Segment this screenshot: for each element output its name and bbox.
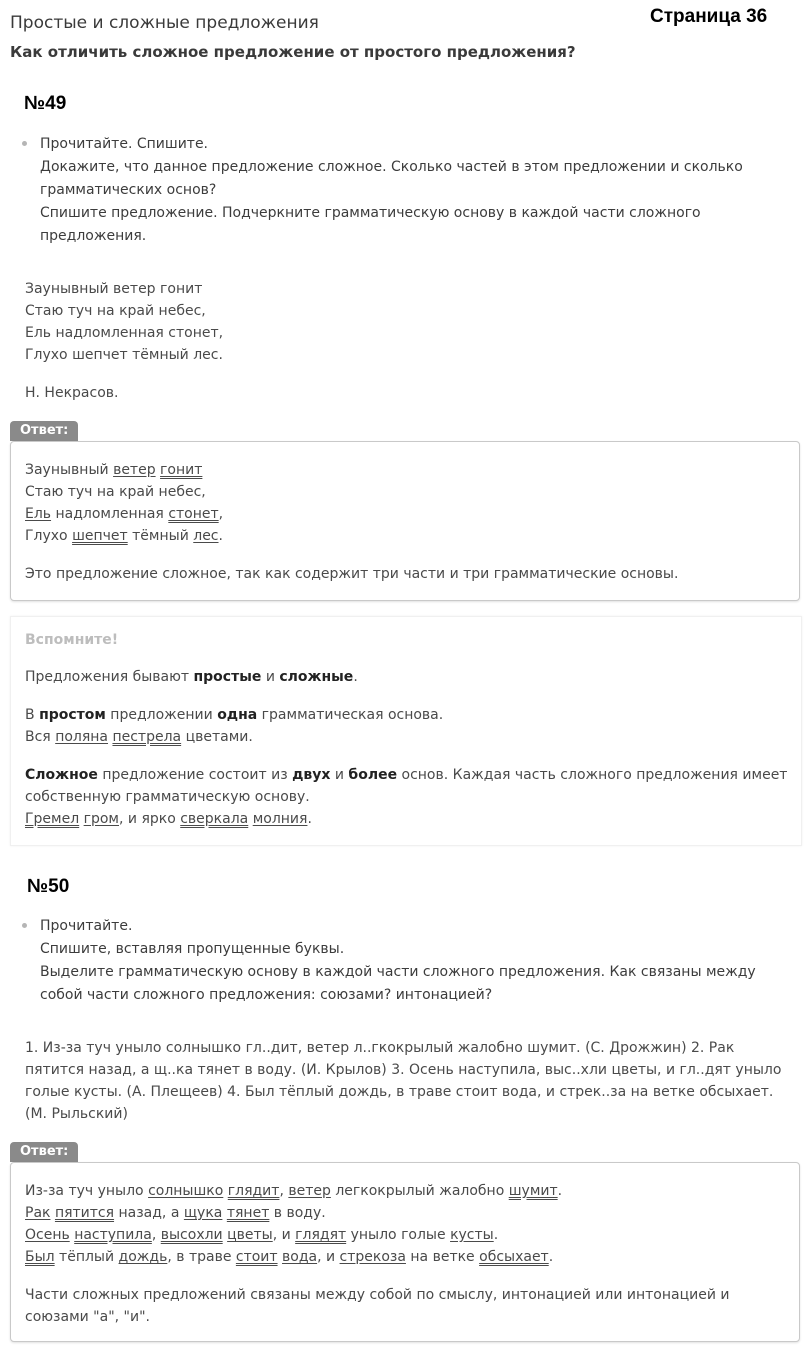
answer-49-lines bbox=[25, 459, 223, 547]
predicate-word: стоит bbox=[235, 1249, 278, 1265]
bold-term: более bbox=[348, 767, 398, 783]
predicate-word: пятится bbox=[54, 1205, 115, 1221]
text-segment: предложении bbox=[105, 707, 218, 723]
text-segment: Предложения бывают bbox=[25, 669, 194, 685]
instruction-line: собой части сложного предложения: союзами? интонацией? bbox=[40, 987, 493, 1003]
subject-word: солнышко bbox=[148, 1183, 224, 1199]
remind-paragraph bbox=[25, 666, 358, 688]
text-segment: основ. Каждая часть сложного предложения имеет bbox=[397, 767, 788, 783]
text-segment: , и bbox=[272, 1227, 296, 1243]
text-segment: . bbox=[548, 1249, 554, 1265]
text-segment: предложение состоит из bbox=[97, 767, 293, 783]
subject-word: кусты bbox=[450, 1227, 494, 1243]
instruction-line: Прочитайте. bbox=[40, 918, 133, 934]
page-question: Как отличить сложное предложение от простого предложения? bbox=[10, 43, 576, 61]
answer-tab: Ответ: bbox=[10, 421, 78, 441]
subject-word: стрекоза bbox=[339, 1249, 406, 1265]
exercise-line: голые кусты. (А. Плещеев) 4. Был тёплый дождь, в траве стоит вода, и стрек..за на ветке обсыхает. bbox=[25, 1084, 774, 1100]
task-49-poem bbox=[25, 278, 223, 366]
remind-paragraph bbox=[25, 704, 443, 748]
task-50-instructions bbox=[40, 915, 756, 1007]
text-segment: собственную грамматическую основу. bbox=[25, 789, 310, 805]
task-50-exercise bbox=[25, 1037, 781, 1125]
text-segment: . bbox=[218, 528, 223, 544]
text-segment: , в траве bbox=[167, 1249, 236, 1265]
text-segment: , и ярко bbox=[119, 811, 181, 827]
subject-word: щука bbox=[183, 1205, 223, 1221]
bold-term: простые bbox=[193, 669, 262, 685]
text-segment: , bbox=[151, 1227, 161, 1243]
answer-line bbox=[25, 503, 223, 525]
answer-50-note bbox=[25, 1284, 729, 1328]
predicate-word: обсыхает bbox=[479, 1249, 549, 1265]
bold-term: Сложное bbox=[25, 767, 98, 783]
answer-line bbox=[25, 1202, 562, 1224]
subject-word: гром bbox=[83, 811, 119, 827]
answer-line bbox=[25, 481, 223, 503]
subject-word: Осень bbox=[25, 1227, 70, 1243]
text-segment: надломленная bbox=[51, 506, 169, 522]
predicate-word: шепчет bbox=[72, 528, 128, 544]
instruction-line: Спишите, вставляя пропущенные буквы. bbox=[40, 941, 345, 957]
answer-50-lines bbox=[25, 1180, 562, 1268]
page-title: Простые и сложные предложения bbox=[10, 13, 319, 33]
subject-word: вода bbox=[282, 1249, 318, 1265]
subject-word: ветер bbox=[288, 1183, 331, 1199]
subject-word: Рак bbox=[25, 1205, 51, 1221]
note-line: Части сложных предложений связаны между собой по смыслу, интонацией или интонацией и bbox=[25, 1287, 730, 1303]
exercise-line: пятится назад, а щ..ка тянет в воду. (И. Крылов) 3. Осень наступила, выс..хли цветы, и гл..дят уныло bbox=[25, 1062, 782, 1078]
text-segment: Глухо bbox=[25, 528, 73, 544]
answer-tab: Ответ: bbox=[10, 1142, 78, 1162]
bullet-icon bbox=[22, 923, 27, 928]
answer-line bbox=[25, 1180, 562, 1202]
page-number: Страница 36 bbox=[650, 6, 768, 27]
text-segment: на ветке bbox=[405, 1249, 480, 1265]
instruction-line: Прочитайте. Спишите. bbox=[40, 136, 209, 152]
subject-word: молния bbox=[252, 811, 308, 827]
remind-line bbox=[25, 704, 443, 726]
bold-term: одна bbox=[217, 707, 258, 723]
text-segment: В bbox=[25, 707, 40, 723]
exercise-line: 1. Из-за туч уныло солнышко гл..дит, ветер л..гкокрылый жалобно шумит. (С. Дрожжин) 2. Рак bbox=[25, 1040, 735, 1056]
text-segment: . bbox=[353, 669, 358, 685]
predicate-word: шумит bbox=[508, 1183, 558, 1199]
text-segment: цветами. bbox=[181, 729, 253, 745]
poem-line: Стаю туч на край небес, bbox=[25, 303, 206, 319]
text-segment: легкокрылый жалобно bbox=[330, 1183, 509, 1199]
text-segment: . bbox=[493, 1227, 499, 1243]
remind-example bbox=[25, 726, 443, 748]
text-segment: , bbox=[218, 506, 224, 522]
text-segment: Заунывный bbox=[25, 462, 114, 478]
text-segment: . bbox=[307, 811, 312, 827]
text-segment: . bbox=[557, 1183, 563, 1199]
predicate-word: стонет bbox=[168, 506, 219, 522]
task-49-instructions bbox=[40, 133, 743, 248]
text-segment: Из-за туч уныло bbox=[25, 1183, 149, 1199]
text-segment: и bbox=[330, 767, 349, 783]
answer-line bbox=[25, 1246, 562, 1268]
remind-title: Вспомните! bbox=[25, 632, 119, 648]
text-segment: Вся bbox=[25, 729, 56, 745]
subject-word: Ель bbox=[25, 506, 52, 522]
subject-word: цветы bbox=[227, 1227, 273, 1243]
remind-paragraph bbox=[25, 764, 787, 830]
text-segment: назад, а bbox=[114, 1205, 184, 1221]
predicate-word: глядят bbox=[295, 1227, 347, 1243]
task-50-number: №50 bbox=[27, 876, 70, 897]
text-segment: и bbox=[261, 669, 280, 685]
text-segment: , и bbox=[317, 1249, 340, 1265]
remind-example bbox=[25, 808, 787, 830]
subject-word: ветер bbox=[113, 462, 156, 478]
predicate-word: Был bbox=[25, 1249, 55, 1265]
instruction-line: Выделите грамматическую основу в каждой части сложного предложения. Как связаны между bbox=[40, 964, 756, 980]
predicate-word: Гремел bbox=[25, 811, 80, 827]
subject-word: лес bbox=[193, 528, 219, 544]
predicate-word: гонит bbox=[160, 462, 203, 478]
predicate-word: пестрела bbox=[112, 729, 182, 745]
text-segment: тёмный bbox=[127, 528, 194, 544]
bold-term: двух bbox=[292, 767, 331, 783]
predicate-word: высохли bbox=[160, 1227, 223, 1243]
text-segment: в воду. bbox=[269, 1205, 326, 1221]
instruction-line: Докажите, что данное предложение сложное. Сколько частей в этом предложении и сколько bbox=[40, 159, 743, 175]
text-segment: уныло голые bbox=[346, 1227, 451, 1243]
text-segment: тёплый bbox=[54, 1249, 119, 1265]
answer-line bbox=[25, 1224, 562, 1246]
poem-line: Ель надломленная стонет, bbox=[25, 325, 224, 341]
task-49-number: №49 bbox=[24, 93, 67, 114]
note-line: союзами "а", "и". bbox=[25, 1309, 150, 1325]
instruction-line: грамматических основ? bbox=[40, 182, 217, 198]
instruction-line: Спишите предложение. Подчеркните грамматическую основу в каждой части сложного bbox=[40, 205, 701, 221]
bullet-icon bbox=[22, 141, 27, 146]
poem-line: Заунывный ветер гонит bbox=[25, 281, 203, 297]
predicate-word: сверкала bbox=[180, 811, 249, 827]
bold-term: простом bbox=[39, 707, 106, 723]
exercise-line: (М. Рыльский) bbox=[25, 1106, 128, 1122]
text-segment: грамматическая основа. bbox=[257, 707, 444, 723]
predicate-word: глядит bbox=[227, 1183, 280, 1199]
instruction-line: предложения. bbox=[40, 228, 147, 244]
remind-line bbox=[25, 764, 787, 786]
poem-author: Н. Некрасов. bbox=[25, 385, 119, 401]
subject-word: дождь bbox=[118, 1249, 168, 1265]
answer-line bbox=[25, 459, 223, 481]
answer-49-note: Это предложение сложное, так как содержит три части и три грамматические основы. bbox=[25, 566, 679, 582]
remind-line bbox=[25, 786, 787, 808]
text-segment: Стаю туч на край небес, bbox=[25, 484, 206, 500]
poem-line: Глухо шепчет тёмный лес. bbox=[25, 347, 223, 363]
bold-term: сложные bbox=[279, 669, 354, 685]
predicate-word: тянет bbox=[226, 1205, 270, 1221]
subject-word: поляна bbox=[55, 729, 109, 745]
predicate-word: наступила bbox=[74, 1227, 152, 1243]
text-segment: , bbox=[279, 1183, 289, 1199]
answer-line bbox=[25, 525, 223, 547]
